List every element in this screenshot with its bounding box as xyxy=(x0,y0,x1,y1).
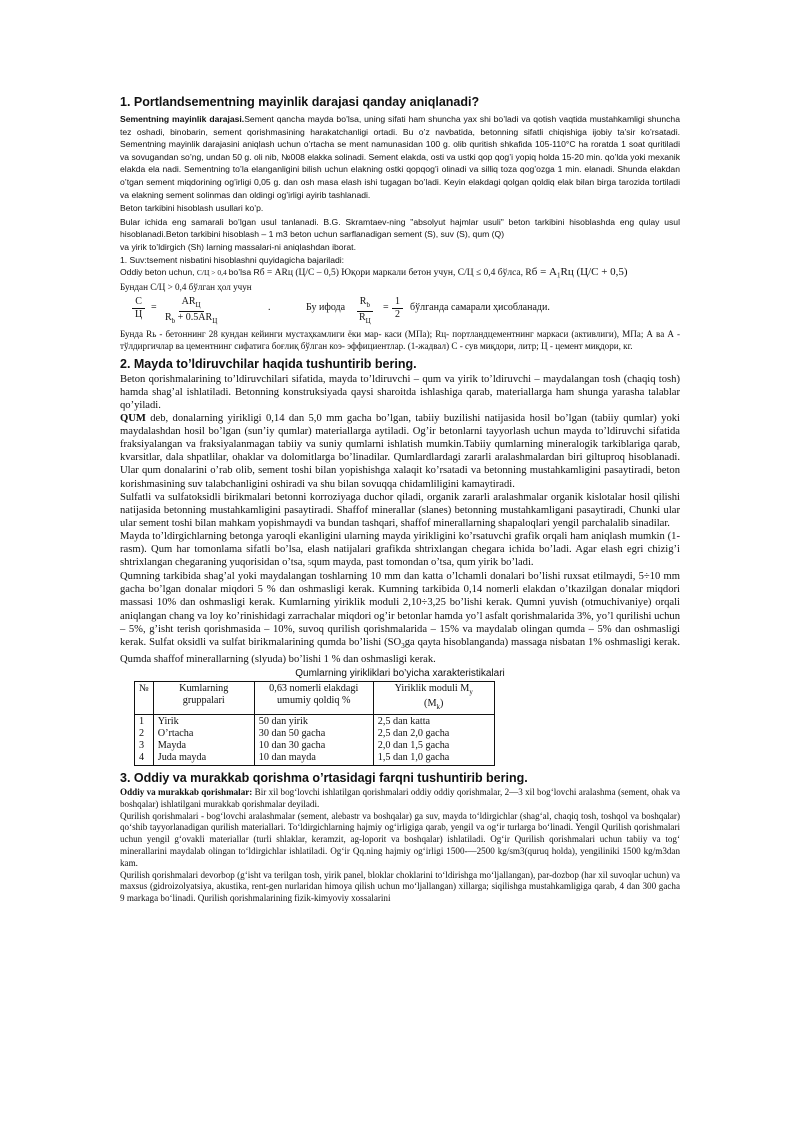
section-2-paragraph: Qumning tarkibida shag’al yoki maydalangan toshlarning 10 mm dan katta o’lchamli donalari bo’lishi ruxsat etilmaydi, 5÷10 mm gacha bo’lgan donalar miqdori 5 % dan oshmasligi kerak. Kumning tarkibida 0,14 nomerli elakdan o’tkazilgan donalar miqdori massasi 10% dan oshmasligi kerak. Kumlarning yiriklik moduli 2,10÷3,25 bo’lishi kerak. Qumni yuvish (otmuchivaniye) orqali aniqlangan chang va loy ko’rinishidagi zarrachalar miqdori og’ir betonlar hamda yo’l asfalt qorishmalarida 3%, yo’l qurilishi uchun – 5%, g’isht terish qorishmasida – 10%, suvoq qurilish qorishmalarida – 15% va maydalab olingan qumda – 5% dan oshmasligi kerak. Sulfat oksidli va sulfat birikmalarining qumda bo’lishi ($SO_3ga$ qayta hisoblanganda) massaga nisbatan 1% oshmasligi kerak. Qumda shaffof minerallarning (slyuda) bo’lishi 1 % dan oshmasligi kerak. xyxy=(120,571,680,665)
paragraph-text: Sement qancha mayda bo’lsa, uning sifati ham shuncha yax shi bo’ladi va qotish vaqtida mustahkamligi shuncha tez oshadi, binobarin, sement qorishmasining harakatchanligi ortadi. Bu o’z navbatida, betonning sifatli chiqishiga ijobiy ta’sir ko’rsatadi. Sementning mayinlik darajasini aniqlash uchun o’rtacha se ment namunasidan 100 g. olib quritish shkafida 105-110°C ha roratda 1 soat quritiladi va sovugandan so’ng, undan 50 g. oli nib, №008 elakka solinadi. Sement elakda, osti va ustki qop qog’i yopiq holda 15-20 min. qo’lda yoki mexanik elakda ela nadi. Sementning to’la elanganligini bilish uchun elakning ostki qopqog’i olinadi va silliq toza qog’ozga 1 min. elanadi. Shunda elakdan o’tgan sement miqdorining og’irligi 0,05 g. dan osh masa elash ishi tugagan bo’ladi. Keyin elakdagi qolgan qoldiq elak bilan birga tarozida tortiladi va elakning sement solinmas dan oldingi og’irligi ayirib tashlanadi. xyxy=(120,114,680,200)
fraction-lhs: С Ц xyxy=(132,296,145,321)
formula-text: Бу ифода xyxy=(306,302,346,314)
formula-text: bo’lsa R xyxy=(228,267,260,278)
formula-text: С/Ц > 0,4 xyxy=(196,268,229,278)
cement-water-formula xyxy=(120,294,680,326)
term-bold: Sementning mayinlik darajasi. xyxy=(120,114,245,124)
formula-subscript: 1 xyxy=(557,271,561,280)
sand-grading-table xyxy=(134,681,495,766)
formula-legend: Бунда Rь - бетоннинг 28 кундан кейинги мустаҳкамлиги ёки мар- каси (МПа); Rц- портландцементнинг маркаси (активлиги), МПа; А ва А - тўлдиргичлар ва цементнинг сифатига боғлиқ бўлган коэ- эффициентлар. (1-жадвал) С - сув миқдори, литр; Ц - цемент миқдори, кг. xyxy=(120,329,680,352)
fraction-rhs: $AR_Ц$ $R_b + 0.5AR_Ц$ xyxy=(165,296,218,326)
text-line: Bular ichida eng samarali bo’lgan usul tanlanadi. B.G. Skramtaev-ning "absolyut hajmlar usuli" beton tarkibini hisoblashda eng qulay usul hisoblanadi.Beton tarkibini hisoblash – 1 m3 beton uchun sarflanadigan sement (S), suv (S), qum (Q) xyxy=(120,216,680,240)
fraction-ratio: $R_b$ $R_Ц$ xyxy=(356,296,374,327)
section-3-heading: 3. Oddiy va murakkab qorishma o’rtasidagi farqni tushuntirib bering. xyxy=(120,771,528,786)
equals-sign: = xyxy=(383,302,389,314)
section-2-paragraph xyxy=(120,412,680,491)
text-line: va yirik to’ldirgich (Sh) larning massalari-ni aniqlashdan iborat. xyxy=(120,241,356,252)
section-2-paragraph: Mayda to’ldirgichlarning betonga yaroqli ekanligini ularning mayda yirikligini ko’rsatuvchi grafik orqali ham aniqlash mumkin (1-rasm). Qum har tomonlama sifatli bo’lsa, elash natijalari grafikda shtrixlangan chegara ichida bo’ladi. Agar elash egri chizig’i shtrixlangan chegaraning yuqorisidan o’tsa, 5qum mayda, past tomondan o’tsa, qum yirik bo’ladi. xyxy=(120,530,680,569)
column-header-modulus: Yiriklik moduli $M_y$ $(M_k)$ xyxy=(373,682,494,715)
formula-period: . xyxy=(268,302,271,314)
fraction-half: $\frac{1}{2}$ xyxy=(392,296,403,321)
formula-text: Rц (Ц/С + 0,5) xyxy=(560,266,628,279)
paragraph-text: deb, donalarning yirikligi 0,14 dan 5,0 mm gacha bo’lgan, tabiiy buzilishi natijasida hosil bo’lgan (tabiiy qumlar) yoki maydalashdan hosil bo’lgan (sun’iy qumlar) materiallarga aytiladi. Og’ir betonlarni tayyorlash uchun mayda to’ldiruvchi sifatida fraksiyalangan va fraksiyalanmagan tabiiy va suniy qumlarni ishlatish mumkin.Tabiiy qumlarning mineralogik tarkiblariga qarab, kvarsitlar, dala shpatlilar, ohaklar va dolomitlarga bo’linadilar. Qumlardlardagi zararli aralashmalardan biri giltuproq hisoblanadi. Ular qum donalarini o’rab olib, sement toshi bilan yopishishga xalaqit ko’rsatadi va betonning mustahkamligini pasaytiradi, beton korishmasining suv talabchanligini oshiradi va shu bilan sovuqqa chidamliligini kamaytiradi. xyxy=(120,413,680,490)
equals-sign: = xyxy=(151,302,157,314)
column-header-residue: 0,63 nomerli elakdagi umumiy qoldiq % xyxy=(254,682,373,715)
section-3-paragraph xyxy=(120,787,680,811)
column-header-no: № xyxy=(135,682,154,715)
table-row xyxy=(135,715,495,766)
section-1-heading: 1. Portlandsementning mayinlik darajasi qanday aniqlanadi? xyxy=(120,95,480,109)
row-residues: 50 dan yirik 30 dan 50 gacha 10 dan 30 gacha 10 dan mayda xyxy=(254,715,373,766)
formula-text: Oddiy beton uchun, xyxy=(120,267,197,278)
row-moduli: 2,5 dan katta 2,5 dan 2,0 gacha 2,0 dan 1,5 gacha 1,5 dan 1,0 gacha xyxy=(373,715,494,766)
section-3-paragraph: Qurilish qorishmalari devorbop (g‘isht va terilgan tosh, yirik panel, bloklar choklarini to‘ldirishga mo‘ljallangan), par-dozbop (har xil suvoqlar uchun) va maxsus (gidroizolyatsiya, akustika, rent-gen nurlaridan himoya qilish uchun mo‘ljallangan) xillarga; siqilishga mustahkamligiga qarab, 4 dan 300 gacha 9 markaga bo‘linadi. Qurilish qorishmalarining fizik-kimyoviy xossalarini xyxy=(120,869,680,904)
section-3-paragraph: Qurilish qorishmalari - bog‘lovchi aralashmalar (sement, alebastr va boshqalar) ga suv, mayda to‘ldirgichlar (shag‘al, chaqiq tosh, toshqol va boshqalar) qo‘shib tayyorlanadigan qurilish materiallari. To‘ldirgichlarning hajmiy og‘irligiga qarab, yengil va og‘ir turlarga bo‘linadi. Yengil Qurilish qorishmalari uchun yengil g‘ovakli materiallar (turli shlaklar, keramzit, ag-loporit va boshqalar) ishlatiladi. Og‘ir Qurilish qorishmalari uchun tabiiy va tog‘ minerallarini maydalab olingan to‘ldirgichlar ishlatiladi. Og‘ir Qq.ning hajmiy og‘irligi 1500-—2500 kg/sm3(quruq holda), yengiliniki 1500 kg/m3dan kam. xyxy=(120,810,680,868)
formula-line xyxy=(120,266,680,282)
formula-text: б = AR xyxy=(259,268,288,279)
section-2-paragraph: Sulfatli va sulfatoksidli birikmalari betonni korroziyaga duchor qiladi, organik zararli aralashmalar organik kislotalar hosil qilishi natijasida betonning mustahkamligini pasaytiradi. Shaffof minerallar (slanes) betonning mustahkamligani pasaytiradi, Chunki ular ular sement toshi bilan mahkam yopishmaydi va bundan tashqari, shaffof minerallarning shapaloqlari yengil parchalalib sinadilar. xyxy=(120,491,680,529)
formula-text: бўлганда самарали ҳисобланади. xyxy=(410,302,550,314)
text-line: Beton tarkibini hisoblash usullari ko’p. xyxy=(120,203,264,214)
text-line: 1. Suv:tsement nisbatini hisoblashni quyidagicha bajariladi: xyxy=(120,254,345,265)
table-title: Qumlarning yirikliklari bo’yicha xarakteristikalari xyxy=(295,668,505,679)
text-line: Бундан С/Ц > 0,4 бўлган ҳол учун xyxy=(120,282,252,293)
row-groups: Yirik O’rtacha Mayda Juda mayda xyxy=(153,715,254,766)
section-2-heading: 2. Mayda to’ldiruvchilar haqida tushuntirib bering. xyxy=(120,356,417,371)
table-header-row xyxy=(135,682,495,715)
document-page xyxy=(120,94,680,905)
paragraph-text: Bir xil bog‘lovchi ishlatilgan qorishmalari oddiy oddiy qorishmalar, 2—3 xil bog‘lovchi aralashma (sement, ohak va boshqalar) ishlatilgani murakkab qorishmalar deyiladi. xyxy=(120,787,680,809)
row-numbers: 1 2 3 4 xyxy=(135,715,154,766)
section-1-paragraph xyxy=(120,113,680,201)
column-header-group: Kumlarning gruppalari xyxy=(153,682,254,715)
term-bold: Oddiy va murakkab qorishmalar: xyxy=(120,787,253,798)
formula-text: б = A xyxy=(531,266,557,279)
formula-text: ц (Ц/С – 0,5) Юқори маркали бетон учун, С/Ц ≤ 0,4 бўлса, R xyxy=(287,268,532,279)
section-2-paragraph: Beton qorishmalarining to’ldiruvchilari sifatida, mayda to’ldiruvchi – qum va yirik to’ldiruvchi – maydalangan tosh (chaqiq tosh) hamda shag’al ishlatiladi. Betonning konstruksiyada qaysi sharoitda ishlashiga qarab, materiallarga ham shunga yarasha talablar qo’yiladi. xyxy=(120,373,680,412)
term-bold: QUM xyxy=(120,413,146,425)
